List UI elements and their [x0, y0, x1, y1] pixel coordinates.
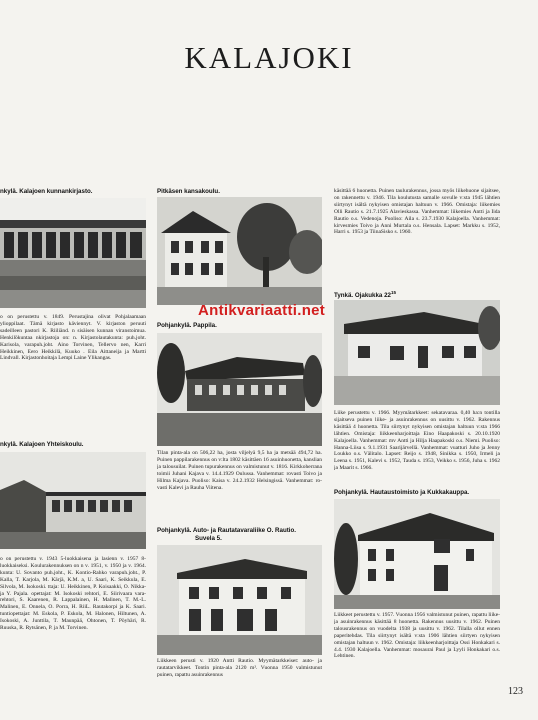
caption-ojakukka-sup: 15 — [390, 290, 396, 295]
photo-kunnankirjasto — [0, 198, 146, 308]
photo-kansakoulu — [157, 197, 322, 305]
text-yhteiskoulu: o on perustettu v. 1943 5-luokkaisena ja lasienn v. 1957 8-luokkaiseksi. Koulurakennuksen on n v. 1951, v. 1950 ja v. 1964. kunta: U. Sovanto puh.joht., K. Kontio-Rahko varapuh.joht., P. Kalla, T. Karjola, M. Kärjä, K.M. a, U. Saari, K. Seikkula, E. Silvola, M. Isokoski. ttaja: U. Heikkinen, P. Koisaakki, O. Nikkaja Y. Pajala. opettajat: M. Isokoski rehtori, E. Siirivaara vararehtori, S. Kaarenen, R. Lappalainen, H. Malinen, T. M.-L. Malinen, E. Onnela, O. Porra, H. RiiL. Rautakorpi ja K. Saari. tuntiopettajat: M. Eskola, P. Eskola, M. Halonen, Hiltunen, A. Isokoski, A. Junttila, T. Maunpää, Ohtonen, T. Pöyhäri, R. Ruuska, R. Rytsänen, P. ja M. Torvinen. — [0, 556, 146, 632]
caption-ojakukka-text: Tynkä. Ojakukka 22 — [334, 292, 391, 300]
caption-yhteiskoulu: nkylä. Kalajoen Yhteiskoulu. — [0, 441, 84, 448]
text-pappila: Tilan pinta-ala on 506,22 ha, josta viljelyä 9,5 ha ja metsää 494,72 ha. Puinen pappilarakennus on v:lta 1802 käsittäen 16 asuinhuonetta, kanslian ja talousuilat. Puinen tupurakennus on valmistunut v. 1816. Kirkkoherrana toimii Juhani Kajava v. 14.4.1929 Oulussa. Vanhemmat: rovasti Toivo ja Hilma Kajava. Puoliso: Kaisa v. 24.2.1932 Helsingissä. Vanhemmat: rovasti Kalevi ja Rauha Viitena. — [157, 450, 322, 491]
caption-pappila: Pohjankylä. Pappila. — [157, 322, 217, 329]
caption-kunnankirjasto: nkylä. Kalajoen kunnankirjasto. — [0, 188, 93, 195]
caption-rautatavara-line1: Pohjankylä. Auto- ja Rautatavaraliike O. Rautio. — [157, 527, 297, 534]
caption-rautatavara-line2: Suvela 5. — [195, 535, 222, 542]
photo-pappila — [157, 333, 322, 446]
photo-yhteiskoulu — [0, 452, 146, 549]
text-kukkakauppa: Liikkeet perustettu v. 1957. Vuonna 1956 valmistunut puinen, rapattu liike- ja asuinrakennus käsittää 8 huonetta. Rakennus uusittu v. 1962. Puinen talousrakennus on vuodelta 1938 ja uusittu v. 1962. Tilalla ollut ennen paperitehdas. Tila siirtynyt isältä v:sta 1906 lähtien siirtyen nykyisen omistajan haltuun v. 1962. Omistaja: liikkeenharjoittaja Ossi Honkakari s. 4.4. 1930 Kalajoella. Vanhemmat: mosaurai Paul ja Lyyli Honkakari o.s. Lehtinen. — [334, 612, 500, 660]
page-number: 123 — [508, 686, 523, 697]
photo-rautatavara — [157, 545, 322, 655]
text-rautatavara: Liikkeen perusti v. 1920 Antti Rautio. Myymätarkkeiset: auto- ja rautatarvikkeet. Tontin pinta-ala 2120 m². Vuonna 1950 valmistunut puinen, rapattu asuinrakennus — [157, 658, 322, 678]
photo-ojakukka — [334, 300, 500, 405]
page-title: KALAJOKI — [184, 40, 354, 75]
watermark: Antikvariaatti.net — [198, 302, 326, 319]
text-kunnankirjasto: o on perustettu v. 1849. Perustajina olivat Pohjalaamaan ylioppilaat. Tämä kirjasto käviennyt. V. kirjaston peruuti sadeilleen pastori K. Riiliänd. n sisäisen kunnan viranstoimua. Henkilökuntaa nkirjastoja on: n. Kirjastolautakunta: puh.joht. Karisola, varapuh.joht. Aino Torvinen, Tellervo nen, Karri Heikkinen, Eero Heikkilä, Kuuko . Eila Aittaneija ja Martti Lindvall. Kirjastonhoitaja Lempi Laine Ylikangas. — [0, 314, 146, 362]
photo-kukkakauppa — [334, 499, 500, 609]
text-rautatavara-continued: käsittää 6 huonetta. Puinen taulurakennus, jossa myös liikehuone sijaitsee, on rakennettu v. 1946. Tila koulutusta samalle sovulle v:sta 1945 lähtien siirtynyt isältä nykyisen omistajan haltuun v. 1966. Omistaja: liikemies Olli Rautio s. 21.7.1925 Alavieskassa. Vanhemmat: liikemies Antti ja Iida Rautio o.s. Vedenoja. Puoliso: Aila s. 23.7.1930 Kalajoella. Vanhemmat: kirvesmies Toivo ja Anni Murtala o.s. Hensala. Lapset: Markku s. 1952, Harri s. 1953 ja TiinaSisko s. 1960. — [334, 188, 500, 236]
text-ojakukka: Liike perustettu v. 1966. Myymätarkkeet: sekatavaraa. 0,40 ha:n tontilla sijaitseva puinen liike- ja asuinrakennus on uusittu v. 1962. Rakennus käsittää 4 huonetta. Tila siirtynyt nykyisen omistajan haltuun v:sta 1966 lähtien. Omistaja: liikkeenharjoittaja Eino Haapakoski s. 20.10.1920 Kalajoella. Vanhemmat: mv Antti ja Hilja Haapakoski o.s. Niemi. Puoliso: Hanna-Liisa s. 9.1.1931 Saarijärvellä. Vanhemmat: vuatturi Juho ja Jenny Loukko o.s. Välitalo. Lapset: Reijo s. 1948, Sinikka s. 1950, Irmeli ja Leena s. 1951, Kalevi s. 1952, Tauda s. 1953, Veikko s. 1956, Juha s. 1962 ja Maarit s. 1966. — [334, 410, 500, 472]
caption-ojakukka — [334, 290, 396, 299]
caption-kukkakauppa: Pohjankylä. Hautaustoimisto ja Kukkakauppa. — [334, 489, 470, 496]
caption-kansakoulu: Pitkäsen kansakoulu. — [157, 188, 220, 195]
